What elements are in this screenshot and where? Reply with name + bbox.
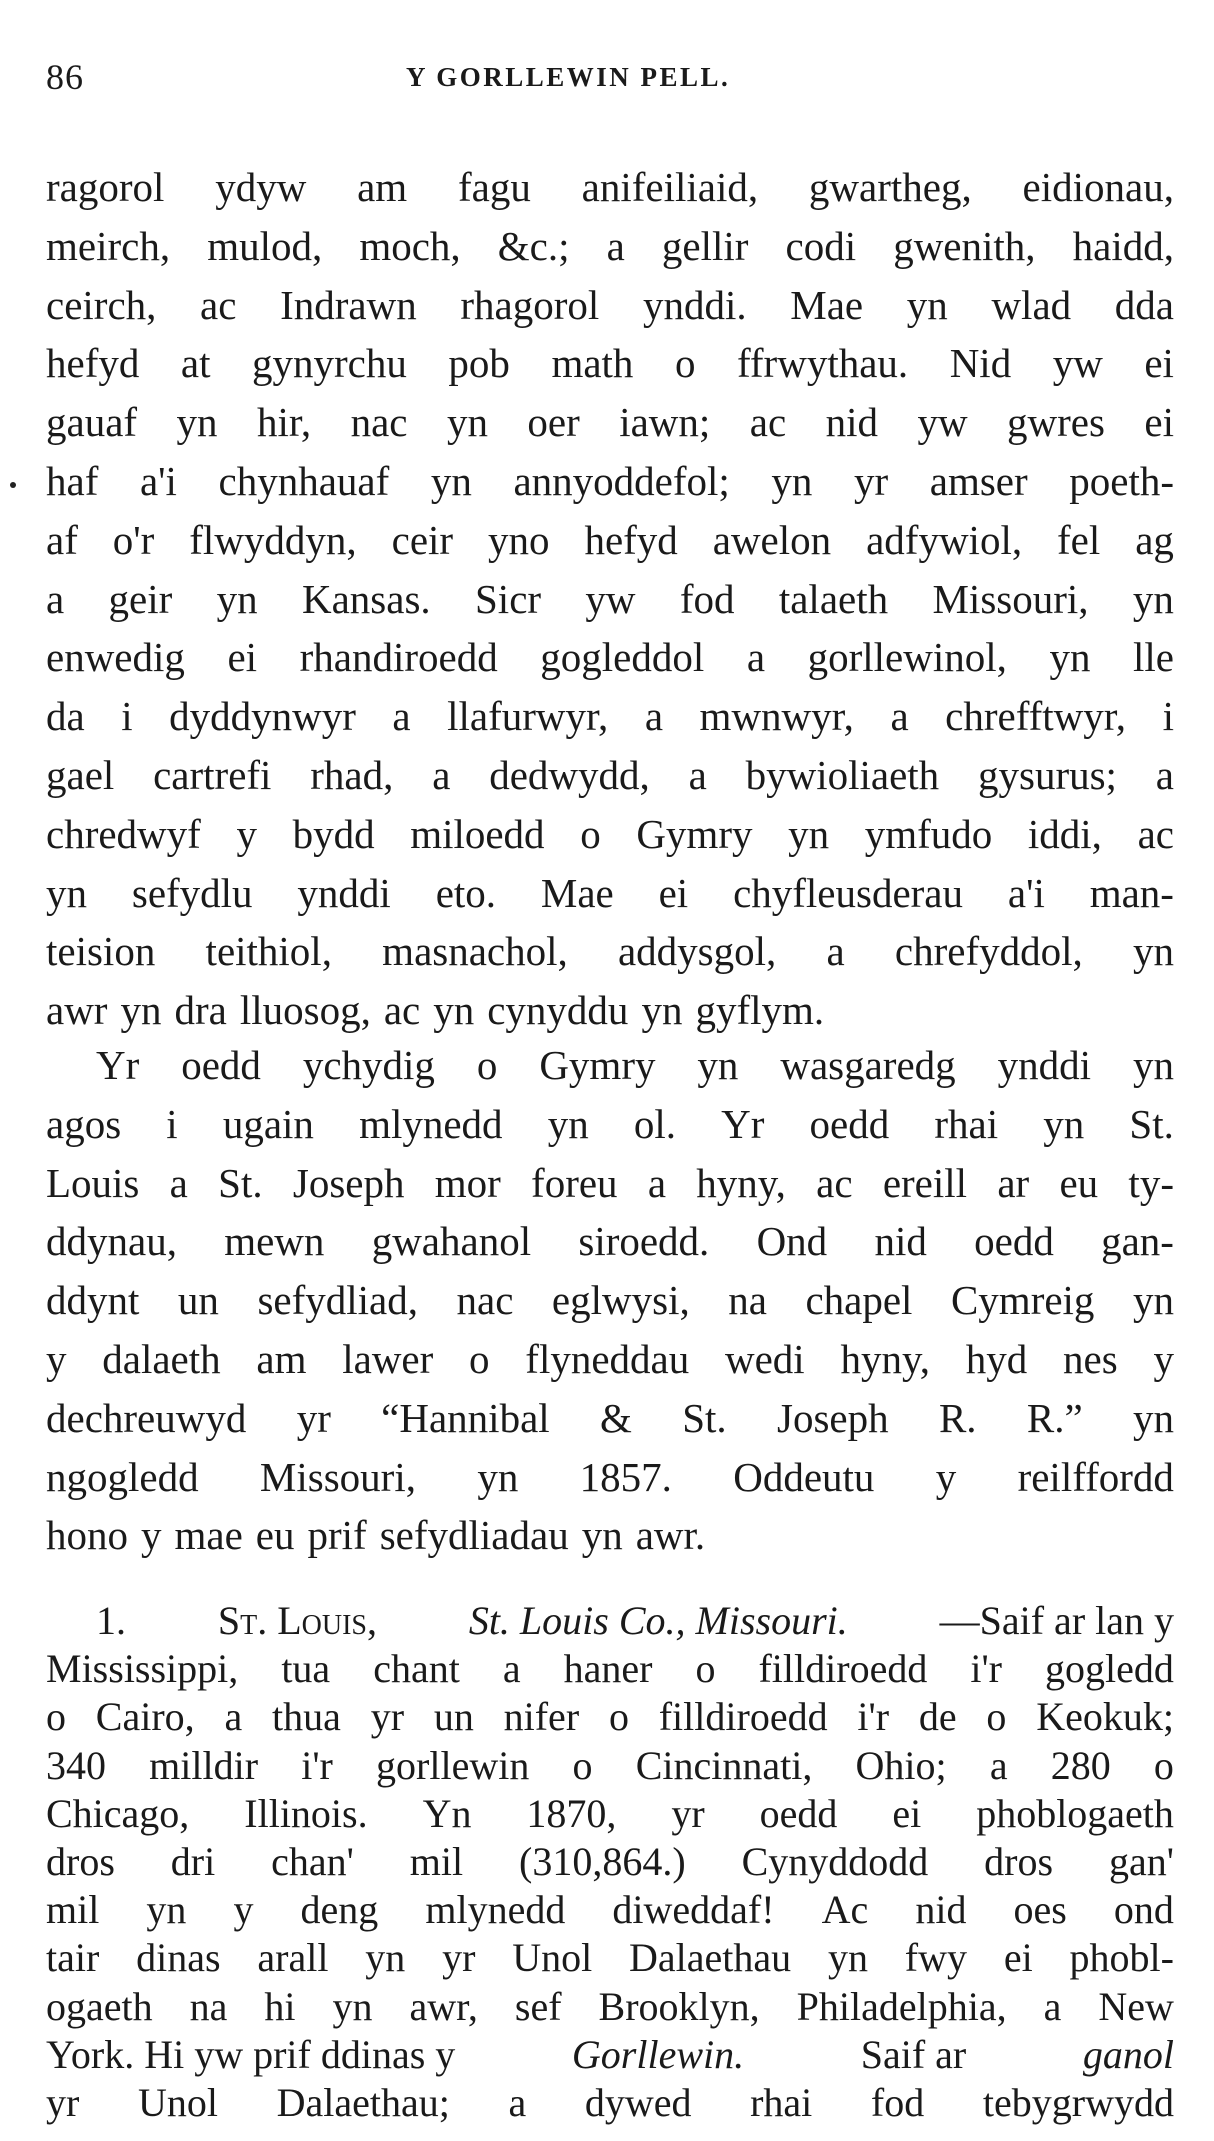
paragraph-1-line: meirch, mulod, moch, &c.; a gellir codi gwenith, haidd, bbox=[46, 222, 1174, 269]
paragraph-3-line: ogaeth na hi yn awr, sef Brooklyn, Philadelphia, a New bbox=[46, 1983, 1174, 2029]
paragraph-3-first-line bbox=[46, 1597, 1174, 1645]
paragraph-3-gorllewin-line bbox=[46, 2031, 1174, 2079]
line-gorllewin-italic2: ganol bbox=[1082, 2031, 1174, 2077]
entry-place-name: St. Louis, bbox=[217, 1598, 377, 1643]
page-number: 86 bbox=[46, 57, 84, 97]
entry-first-line-rest: —Saif ar lan y bbox=[939, 1598, 1174, 1643]
paragraph-2 bbox=[46, 1036, 1174, 1565]
paragraph-1-line: gauaf yn hir, nac yn oer iawn; ac nid yw gwres ei bbox=[46, 399, 1174, 446]
paragraph-3-line: 340 milldir i'r gorllewin o Cincinnati, Ohio; a 280 o bbox=[46, 1742, 1174, 1788]
paragraph-2-line: hono y mae eu prif sefydliadau yn awr. bbox=[46, 1512, 706, 1559]
paragraph-1-line: enwedig ei rhandiroedd gogleddol a gorllewinol, yn lle bbox=[46, 634, 1174, 681]
paragraph-2-line: ngogledd Missouri, yn 1857. Oddeutu y reilffordd bbox=[46, 1453, 1174, 1500]
paragraph-1-line: ragorol ydyw am fagu anifeiliaid, gwartheg, eidionau, bbox=[46, 164, 1174, 210]
paragraph-1 bbox=[46, 158, 1174, 1040]
paragraph-2-line: dechreuwyd yr “Hannibal & St. Joseph R. R.” yn bbox=[46, 1394, 1174, 1441]
paragraph-2-line: ddynt un sefydliad, nac eglwysi, na chapel Cymreig yn bbox=[46, 1277, 1174, 1324]
paragraph-1-line: hefyd at gynyrchu pob math o ffrwythau. Nid yw ei bbox=[46, 340, 1174, 387]
line-gorllewin-italic: Gorllewin. bbox=[571, 2031, 745, 2077]
running-title: Y GORLLEWIN PELL. bbox=[406, 62, 731, 92]
line-gorllewin-pre: York. Hi yw prif ddinas y bbox=[46, 2031, 456, 2077]
paragraph-1-line: gael cartrefi rhad, a dedwydd, a bywioliaeth gysurus; a bbox=[46, 751, 1174, 798]
paragraph-3-line: o Cairo, a thua yr un nifer o filldiroedd i'r de o Keokuk; bbox=[46, 1694, 1174, 1740]
entry-place-location: St. Louis Co., Missouri. bbox=[468, 1598, 848, 1643]
paragraph-2-line: Yr oedd ychydig o Gymry yn wasgaredg ynddi yn bbox=[96, 1042, 1174, 1088]
paragraph-3-line: Chicago, Illinois. Yn 1870, yr oedd ei phoblogaeth bbox=[46, 1790, 1174, 1836]
paragraph-1-line: teision teithiol, masnachol, addysgol, a chrefyddol, yn bbox=[46, 928, 1174, 975]
entry-number: 1. bbox=[96, 1598, 126, 1643]
paragraph-1-line: da i dyddynwyr a llafurwyr, a mwnwyr, a chrefftwyr, i bbox=[46, 693, 1174, 740]
line-gorllewin-mid: Saif ar bbox=[860, 2031, 967, 2077]
paragraph-1-line: a geir yn Kansas. Sicr yw fod talaeth Missouri, yn bbox=[46, 575, 1174, 622]
paragraph-2-line: agos i ugain mlynedd yn ol. Yr oedd rhai yn St. bbox=[46, 1100, 1174, 1147]
paragraph-3-line: mil yn y deng mlynedd diweddaf! Ac nid oes ond bbox=[46, 1887, 1174, 1933]
paragraph-3-lines bbox=[46, 1645, 1174, 2031]
paragraph-3-line: tair dinas arall yn yr Unol Dalaethau yn fwy ei phobl- bbox=[46, 1935, 1174, 1981]
paragraph-1-line: af o'r flwyddyn, ceir yno hefyd awelon adfywiol, fel ag bbox=[46, 516, 1174, 563]
paragraph-1-line: haf a'i chynhauaf yn annyoddefol; yn yr amser poeth- bbox=[46, 457, 1174, 504]
paragraph-1-line: awr yn dra lluosog, ac yn cynyddu yn gyflym. bbox=[46, 987, 825, 1034]
paragraph-1-line: ceirch, ac Indrawn rhagorol ynddi. Mae yn wlad dda bbox=[46, 281, 1174, 328]
paragraph-3-line: dros dri chan' mil (310,864.) Cynyddodd dros gan' bbox=[46, 1838, 1174, 1884]
paragraph-2-line: Louis a St. Joseph mor foreu a hyny, ac ereill ar eu ty- bbox=[46, 1159, 1174, 1206]
paragraph-1-line: yn sefydlu ynddi eto. Mae ei chyfleusderau a'i man- bbox=[46, 869, 1174, 916]
paragraph-2-line: ddynau, mewn gwahanol siroedd. Ond nid oedd gan- bbox=[46, 1218, 1174, 1265]
paragraph-3-line: Mississippi, tua chant a haner o filldiroedd i'r gogledd bbox=[46, 1646, 1174, 1692]
paragraph-3 bbox=[46, 1597, 1174, 2127]
page-header bbox=[46, 56, 1176, 106]
paragraph-1-line: chredwyf y bydd miloedd o Gymry yn ymfudo iddi, ac bbox=[46, 810, 1174, 857]
paragraph-2-line: y dalaeth am lawer o flyneddau wedi hyny, hyd nes y bbox=[46, 1335, 1174, 1382]
paragraph-3-final-line: yr Unol Dalaethau; a dywed rhai fod tebygrwydd bbox=[46, 2079, 1174, 2125]
margin-mark bbox=[10, 482, 16, 488]
